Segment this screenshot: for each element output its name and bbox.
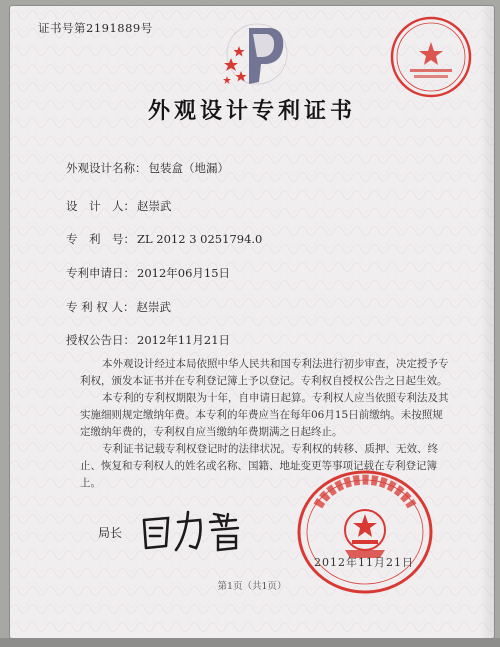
- field-label: 外观设计名称：: [66, 161, 147, 175]
- body-paragraph: 本专利的专利权期限为十年，自申请日起算。专利权人应当依照专利法及其实施细则规定缴纳年费。本专利的年费应当在每年06月15日前缴纳。未按照规定缴纳年费的，专利权自应当缴纳年费期满之日起终止。: [80, 392, 449, 438]
- field-application-date: [66, 265, 230, 281]
- field-value: 2012年06月15日: [137, 266, 231, 280]
- field-value: 包装盒（地漏）: [148, 161, 229, 175]
- certificate-paper: [10, 6, 494, 638]
- field-value: ZL 2012 3 0251794.0: [137, 232, 263, 246]
- certificate-title: 外观设计专利证书: [147, 98, 356, 124]
- signature-icon: [138, 506, 256, 554]
- field-designer: [66, 198, 172, 214]
- director-label: 局长: [98, 526, 123, 540]
- field-patent-number: [66, 231, 262, 247]
- issue-date: 2012年11月21日: [314, 556, 414, 569]
- field-value: 2012年11月21日: [137, 333, 231, 347]
- scan-bottom-strip: [0, 638, 500, 647]
- field-patentee: [66, 299, 171, 315]
- field-label: 专 利 权 人：: [66, 300, 135, 314]
- page-footer: 第1页（共1页）: [217, 581, 287, 592]
- field-value: 赵崇武: [137, 199, 172, 213]
- certificate-number: 证书号第2191889号: [38, 21, 153, 35]
- field-grant-date: [66, 332, 230, 348]
- field-design-name: [66, 160, 229, 176]
- field-label: 专 利 号：: [66, 232, 135, 246]
- patent-office-logo-icon: [215, 16, 295, 96]
- seal-top-icon: [388, 14, 474, 100]
- field-value: 赵崇武: [136, 300, 171, 314]
- body-paragraph: 专利证书记载专利权登记时的法律状况。专利权的转移、质押、无效、终止、恢复和专利权人的姓名或名称、国籍、地址变更等事项记载在专利登记簿上。: [80, 443, 438, 489]
- field-label: 专利申请日：: [66, 266, 135, 280]
- field-label: 授权公告日：: [66, 333, 135, 347]
- field-label: 设 计 人：: [66, 199, 135, 213]
- body-paragraph: 本外观设计经过本局依照中华人民共和国专利法进行初步审查，决定授予专利权，颁发本证书并在专利登记簿上予以登记。专利权自授权公告之日起生效。: [80, 358, 449, 387]
